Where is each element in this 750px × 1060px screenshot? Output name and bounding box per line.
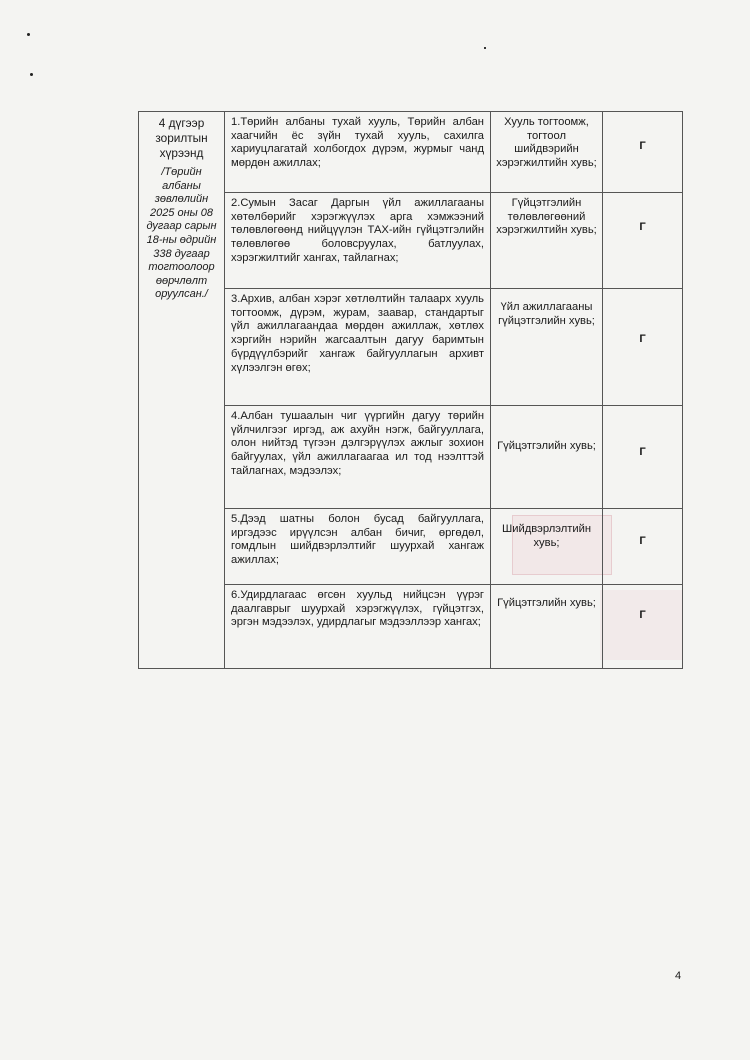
grade-cell: Г bbox=[603, 112, 683, 193]
task-cell: 1.Төрийн албаны тухай хууль, Төрийн албан хаагчийн ёс зүйн тухай хууль, сахилга хариуцлагатай холбогдох дүрэм, журмыг чанд мөрдөн ажиллах; bbox=[225, 112, 491, 193]
goals-table bbox=[138, 111, 683, 669]
criterion-cell: Хууль тогтоомж, тогтоол шийдвэрийн хэрэгжилтийн хувь; bbox=[491, 112, 603, 193]
grade-cell: Г bbox=[603, 585, 683, 669]
grade-cell: Г bbox=[603, 193, 683, 289]
criterion-cell: Гүйцэтгэлийн хувь; bbox=[491, 585, 603, 669]
criterion-cell: Гүйцэтгэлийн төлөвлөгөөний хэрэгжилтийн хувь; bbox=[491, 193, 603, 289]
page-number: 4 bbox=[675, 970, 682, 982]
criterion-cell: Шийдвэрлэлтийн хувь; bbox=[491, 509, 603, 585]
grade-cell: Г bbox=[603, 509, 683, 585]
goal-cell bbox=[139, 112, 225, 669]
goal-note: /Төрийн албаны зөвлөлийн 2025 оны 08 дугаар сарын 18-ны өдрийн 338 дугаар тогтоолоор өөрчлөлт оруулсан./ bbox=[146, 166, 217, 301]
task-cell: 6.Удирдлагаас өгсөн хуульд нийцсэн үүрэг даалгаврыг шуурхай хэрэгжүүлэх, гүйцэтгэх, эргэн мэдээлэх, удирдлагыг мэдээллээр хангах; bbox=[225, 585, 491, 669]
grade-cell: Г bbox=[603, 406, 683, 509]
scan-speck bbox=[30, 73, 33, 76]
task-cell: 2.Сумын Засаг Даргын үйл ажиллагааны хөтөлбөрийг хэрэгжүүлэх арга хэмжээний төлөвлөгөөнд нийцүүлэн ТАХ-ийн гүйцэтгэлийн төлөвлөгөө боловсруулах, батлуулах, хэрэгжилтийг хангах, тайлагнах; bbox=[225, 193, 491, 289]
criterion-cell: Гүйцэтгэлийн хувь; bbox=[491, 406, 603, 509]
task-cell: 3.Архив, албан хэрэг хөтлөлтийн талаарх хууль тогтоомж, дүрэм, журам, заавар, стандартыг үйл ажиллагаандаа мөрдөн ажиллаж, хөтлөх хэргийн нэрийн жагсаалтын дагуу баримтын бүрдүүлбэрийг хангаж байгууллагын архивт хүлээлгэн өгөх; bbox=[225, 289, 491, 406]
goal-title: 4 дүгээр зорилтын хүрээнд bbox=[155, 116, 208, 160]
grade-cell: Г bbox=[603, 289, 683, 406]
criterion-cell: Үйл ажиллагааны гүйцэтгэлийн хувь; bbox=[491, 289, 603, 406]
scan-speck bbox=[27, 33, 30, 36]
table-row bbox=[139, 112, 683, 193]
task-cell: 5.Дээд шатны болон бусад байгууллага, иргэдээс ирүүлсэн албан бичиг, өргөдөл, гомдлын шийдвэрлэлтийг шуурхай хангаж ажиллах; bbox=[225, 509, 491, 585]
scan-speck bbox=[484, 47, 486, 49]
task-cell: 4.Албан тушаалын чиг үүргийн дагуу төрийн үйлчилгээг иргэд, аж ахуйн нэгж, байгууллага, олон нийтэд түгээн дэлгэрүүлэх ажлыг зохион байгуулах, үйл ажиллагаагаа ил тод нээлттэй тайлагнах, мэдээлэх; bbox=[225, 406, 491, 509]
